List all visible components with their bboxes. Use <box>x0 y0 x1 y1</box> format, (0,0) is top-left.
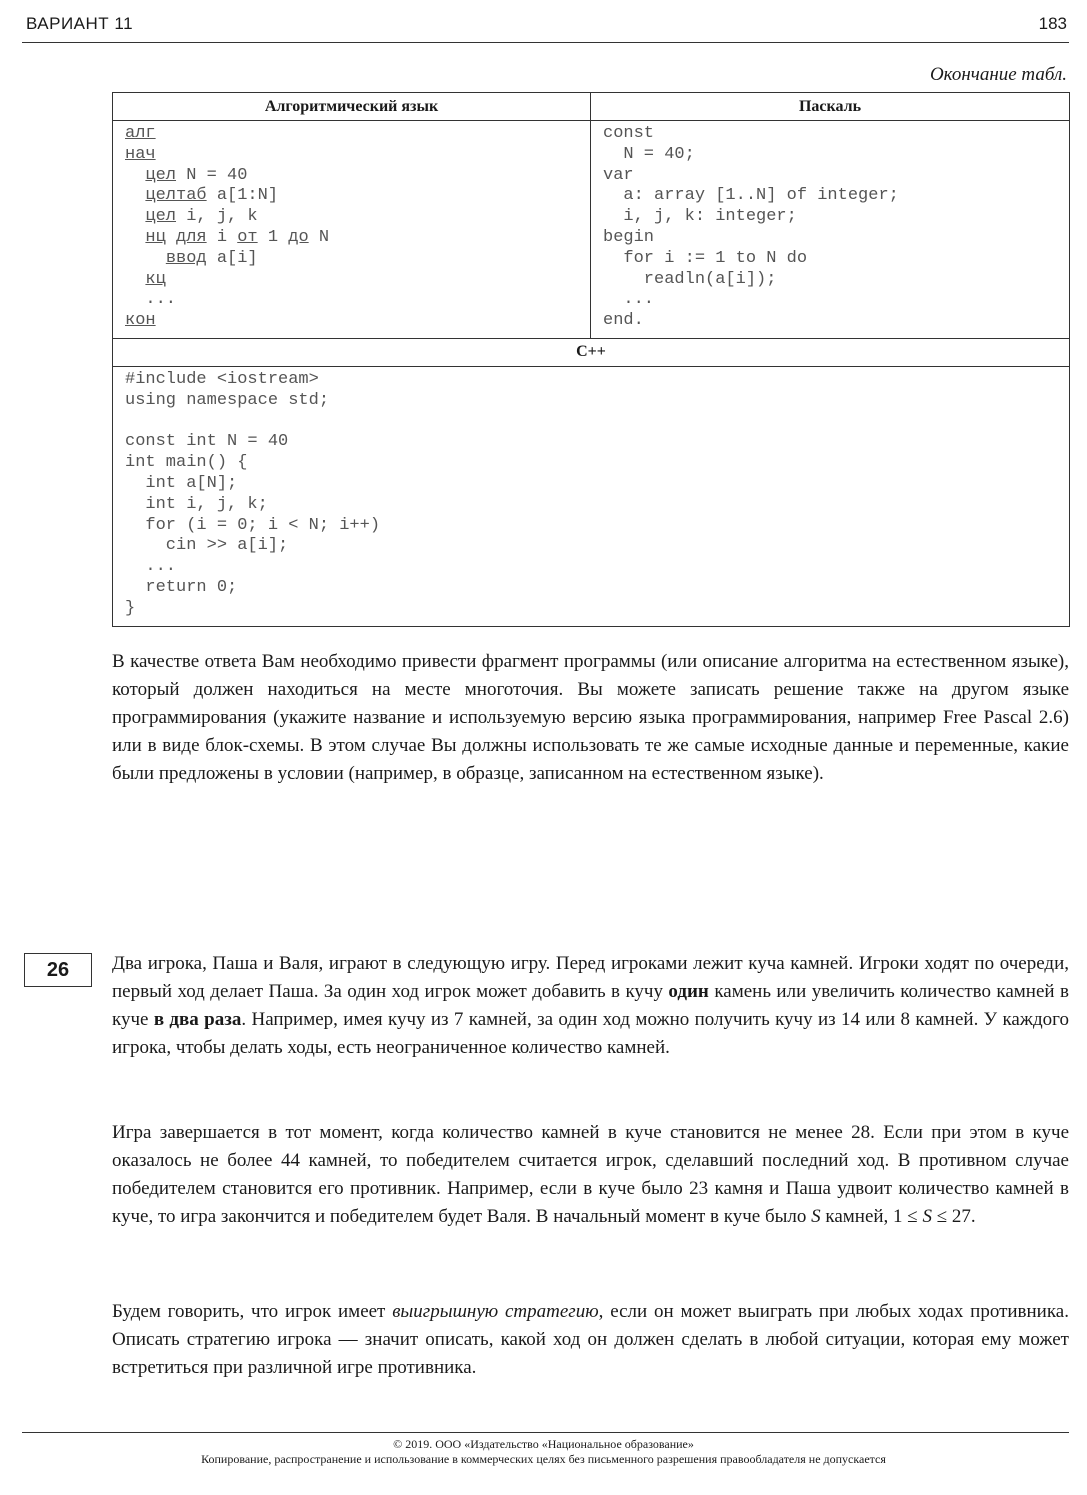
cpp-header: C++ <box>113 338 1070 366</box>
footer-copyright: © 2019. ООО «Издательство «Национальное образование» <box>393 1437 694 1451</box>
task-paragraph-1: Два игрока, Паша и Валя, играют в следующую игру. Перед игроками лежит куча камней. Игроки ходят по очереди, первый ход делает Паша. За один ход игрок может добавить в кучу один камень или увеличить количество камней в куче в два раза. Например, имея кучу из 7 камней, за один ход можно получить кучу из 14 или 8 камней. У каждого игрока, чтобы делать ходы, есть неограниченное количество камней. <box>112 953 1069 1058</box>
task-paragraph-2: Игра завершается в тот момент, когда количество камней в куче становится не менее 28. Если при этом в куче оказалось не более 44 камней, то победителем считается игрок, сделавший последний ход. В противном случае победителем становится его противник. Например, если в куче было 23 камня и Паша удвоит количество камней в куче, то игра закончится и победителем будет Валя. В начальный момент в куче было S камней, 1 ≤ S ≤ 27. <box>112 1122 1069 1227</box>
task-paragraph-3: Будем говорить, что игрок имеет выигрышную стратегию, если он может выиграть при любых ходах противника. Описать стратегию игрока — значит описать, какой ход он должен сделать в любой ситуации, которая ему может встретиться при различной игре противника. <box>112 1301 1069 1378</box>
pascal-code: const N = 40; var a: array [1..N] of integer; i, j, k: integer; begin for i := 1 to N do readln(a[i]); ... end. <box>603 124 899 331</box>
answer-instructions: В качестве ответа Вам необходимо привести фрагмент программы (или описание алгоритма на естественном языке), который должен находиться на месте многоточия. Вы можете записать решение также на другом языке программирования (укажите название и используемую версию языка программирования, например Free Pascal 2.6) или в виде блок-схемы. В этом случае Вы должны использовать те же самые исходные данные и переменные, какие были предложены в условии (например, в образце, записанном на естественном языке). <box>112 651 1069 784</box>
footer-divider <box>22 1432 1069 1433</box>
page-number: 183 <box>1038 14 1067 33</box>
variant-label: ВАРИАНТ 11 <box>26 14 134 33</box>
code-table <box>112 92 1070 627</box>
alg-code-cell <box>113 121 591 339</box>
cpp-code: #include <iostream> using namespace std; const int N = 40 int main() { int a[N]; int i, j, k; for (i = 0; i < N; i++) cin >> a[i]; ... return 0; } <box>125 369 381 618</box>
pascal-code-cell <box>591 121 1070 339</box>
pascal-header: Паскаль <box>591 93 1070 121</box>
header-divider <box>22 42 1069 43</box>
alg-language-header: Алгоритмический язык <box>113 93 591 121</box>
alg-code: алг нач цел N = 40 целтаб a[1:N] цел i, j, k нц для i от 1 до N ввод a[i] кц ... кон <box>125 124 330 331</box>
task-number-box: 26 <box>24 953 92 987</box>
cpp-code-cell <box>113 366 1070 626</box>
footer-notice: Копирование, распространение и использование в коммерческих целях без письменного разрешения правообладателя не допускается <box>201 1452 886 1466</box>
table-caption: Окончание табл. <box>929 64 1067 85</box>
